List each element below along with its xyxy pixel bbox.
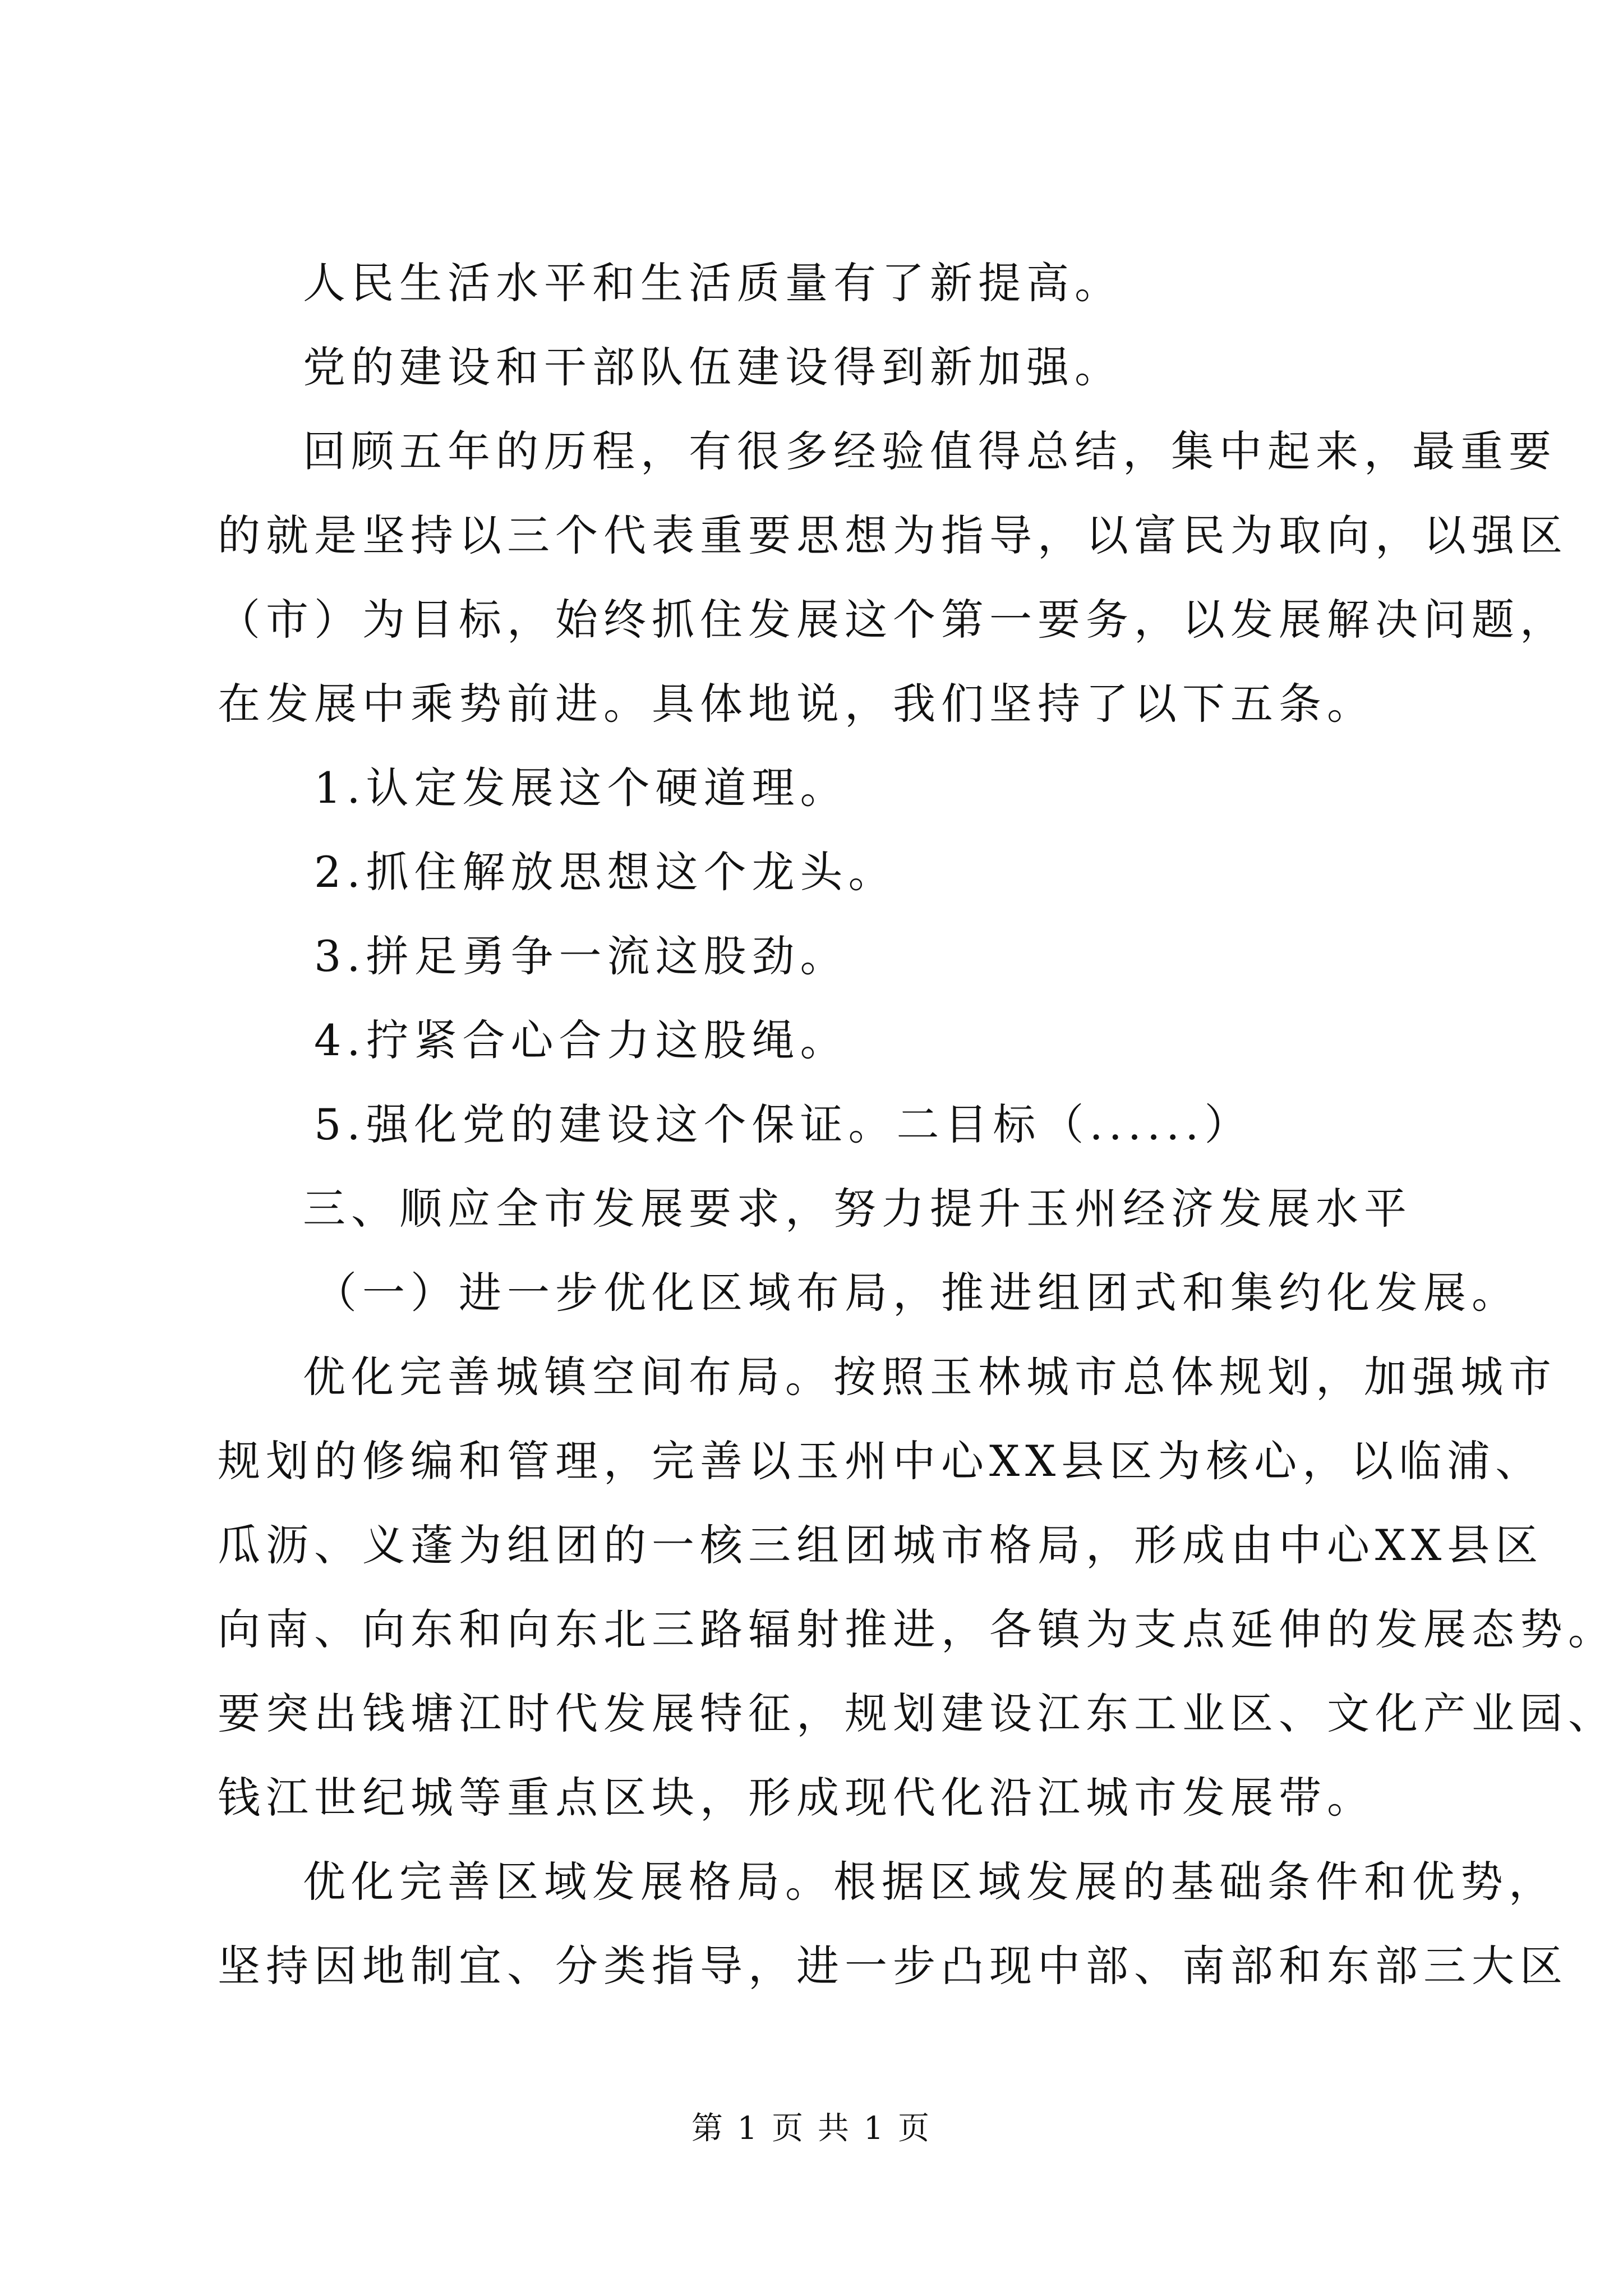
paragraph-line: 人民生活水平和生活质量有了新提高。 — [303, 258, 1123, 308]
paragraph-line: 在发展中乘势前进。具体地说，我们坚持了以下五条。 — [218, 679, 1375, 729]
paragraph-line: 优化完善城镇空间布局。按照玉林城市总体规划，加强城市 — [303, 1352, 1557, 1402]
list-item: 2.抓住解放思想这个龙头。 — [314, 847, 897, 897]
paragraph-line: 坚持因地制宜、分类指导，进一步凸现中部、南部和东部三大区 — [218, 1941, 1568, 1991]
paragraph-line: 瓜沥、义蓬为组团的一核三组团城市格局，形成由中心XX县区 — [218, 1520, 1544, 1570]
document-body — [218, 241, 1616, 2008]
page-number-label: 第 1 页 共 1 页 — [691, 2110, 932, 2147]
paragraph-line: 向南、向东和向东北三路辐射推进，各镇为支点延伸的发展态势。 — [218, 1604, 1616, 1654]
paragraph-line: （市）为目标，始终抓住发展这个第一要务，以发展解决问题， — [218, 595, 1568, 645]
list-item: 1.认定发展这个硬道理。 — [314, 763, 849, 813]
subsection-heading: （一）进一步优化区域布局，推进组团式和集约化发展。 — [314, 1268, 1520, 1318]
paragraph-line: 优化完善区域发展格局。根据区域发展的基础条件和优势， — [303, 1857, 1557, 1907]
list-item: 3.拼足勇争一流这股劲。 — [314, 931, 849, 981]
paragraph-line: 回顾五年的历程，有很多经验值得总结，集中起来，最重要 — [303, 426, 1557, 476]
paragraph-line: 要突出钱塘江时代发展特征，规划建设江东工业区、文化产业园、 — [218, 1688, 1616, 1738]
paragraph-line: 党的建设和干部队伍建设得到新加强。 — [303, 342, 1123, 392]
paragraph-line: 规划的修编和管理，完善以玉州中心XX县区为核心，以临浦、 — [218, 1436, 1544, 1486]
section-heading: 三、顺应全市发展要求，努力提升玉州经济发展水平 — [303, 1184, 1412, 1234]
page-footer — [0, 2106, 1623, 2151]
list-item: 5.强化党的建设这个保证。二目标（......） — [314, 1099, 1253, 1149]
paragraph-line: 的就是坚持以三个代表重要思想为指导，以富民为取向，以强区 — [218, 510, 1568, 560]
list-item: 4.拧紧合心合力这股绳。 — [314, 1015, 849, 1065]
paragraph-line: 钱江世纪城等重点区块，形成现代化沿江城市发展带。 — [218, 1773, 1375, 1823]
